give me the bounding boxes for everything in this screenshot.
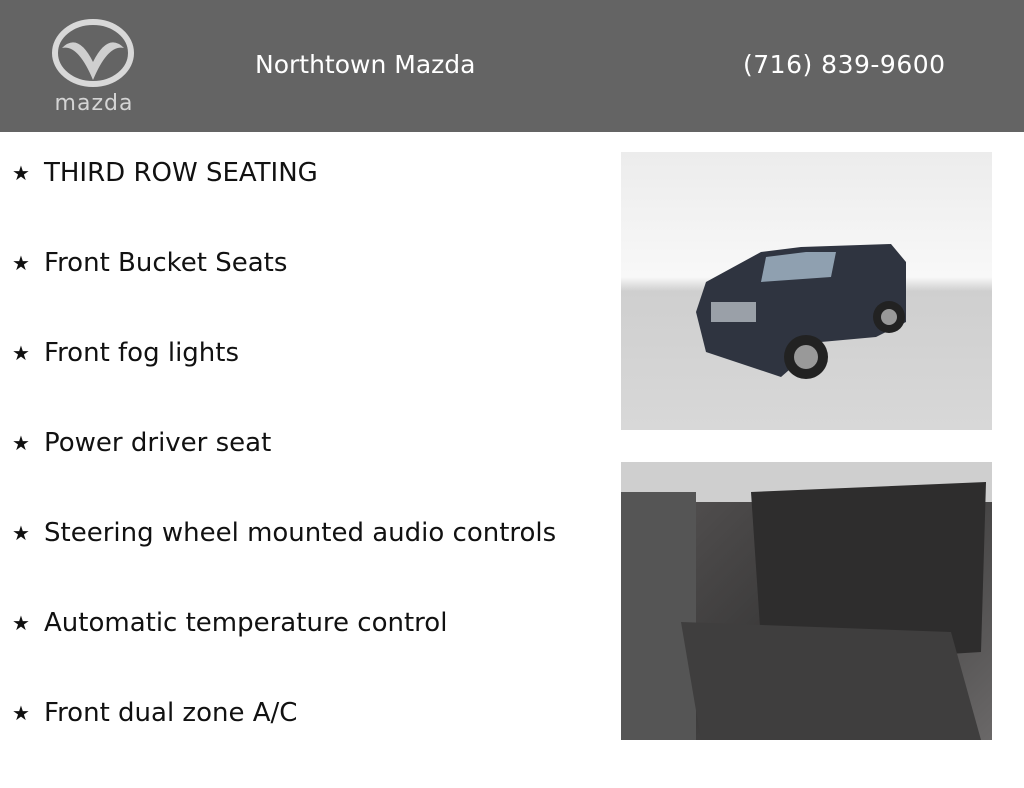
- star-icon: ★: [12, 611, 30, 635]
- star-icon: ★: [12, 521, 30, 545]
- feature-label: Automatic temperature control: [44, 608, 448, 638]
- feature-label: Front fog lights: [44, 338, 240, 368]
- feature-label: Front dual zone A/C: [44, 698, 298, 728]
- star-icon: ★: [12, 161, 30, 185]
- rear-seats-photo: [621, 462, 992, 740]
- svg-text:mazda: mazda: [54, 91, 134, 114]
- feature-label: THIRD ROW SEATING: [44, 158, 318, 188]
- feature-item: [12, 698, 556, 788]
- feature-label: Steering wheel mounted audio controls: [44, 518, 557, 548]
- feature-item: [12, 518, 556, 608]
- feature-label: Power driver seat: [44, 428, 272, 458]
- feature-item: [12, 158, 556, 248]
- feature-label: Front Bucket Seats: [44, 248, 288, 278]
- feature-list: [12, 158, 556, 788]
- header: [0, 0, 1024, 132]
- vehicle-exterior-photo: [621, 152, 992, 430]
- star-icon: ★: [12, 701, 30, 725]
- dealer-name: Northtown Mazda: [255, 50, 476, 79]
- dealer-phone[interactable]: (716) 839-9600: [743, 50, 946, 79]
- star-icon: ★: [12, 251, 30, 275]
- star-icon: ★: [12, 431, 30, 455]
- star-icon: ★: [12, 341, 30, 365]
- mazda-logo: [44, 18, 144, 114]
- feature-item: [12, 428, 556, 518]
- feature-item: [12, 338, 556, 428]
- feature-item: [12, 248, 556, 338]
- feature-item: [12, 608, 556, 698]
